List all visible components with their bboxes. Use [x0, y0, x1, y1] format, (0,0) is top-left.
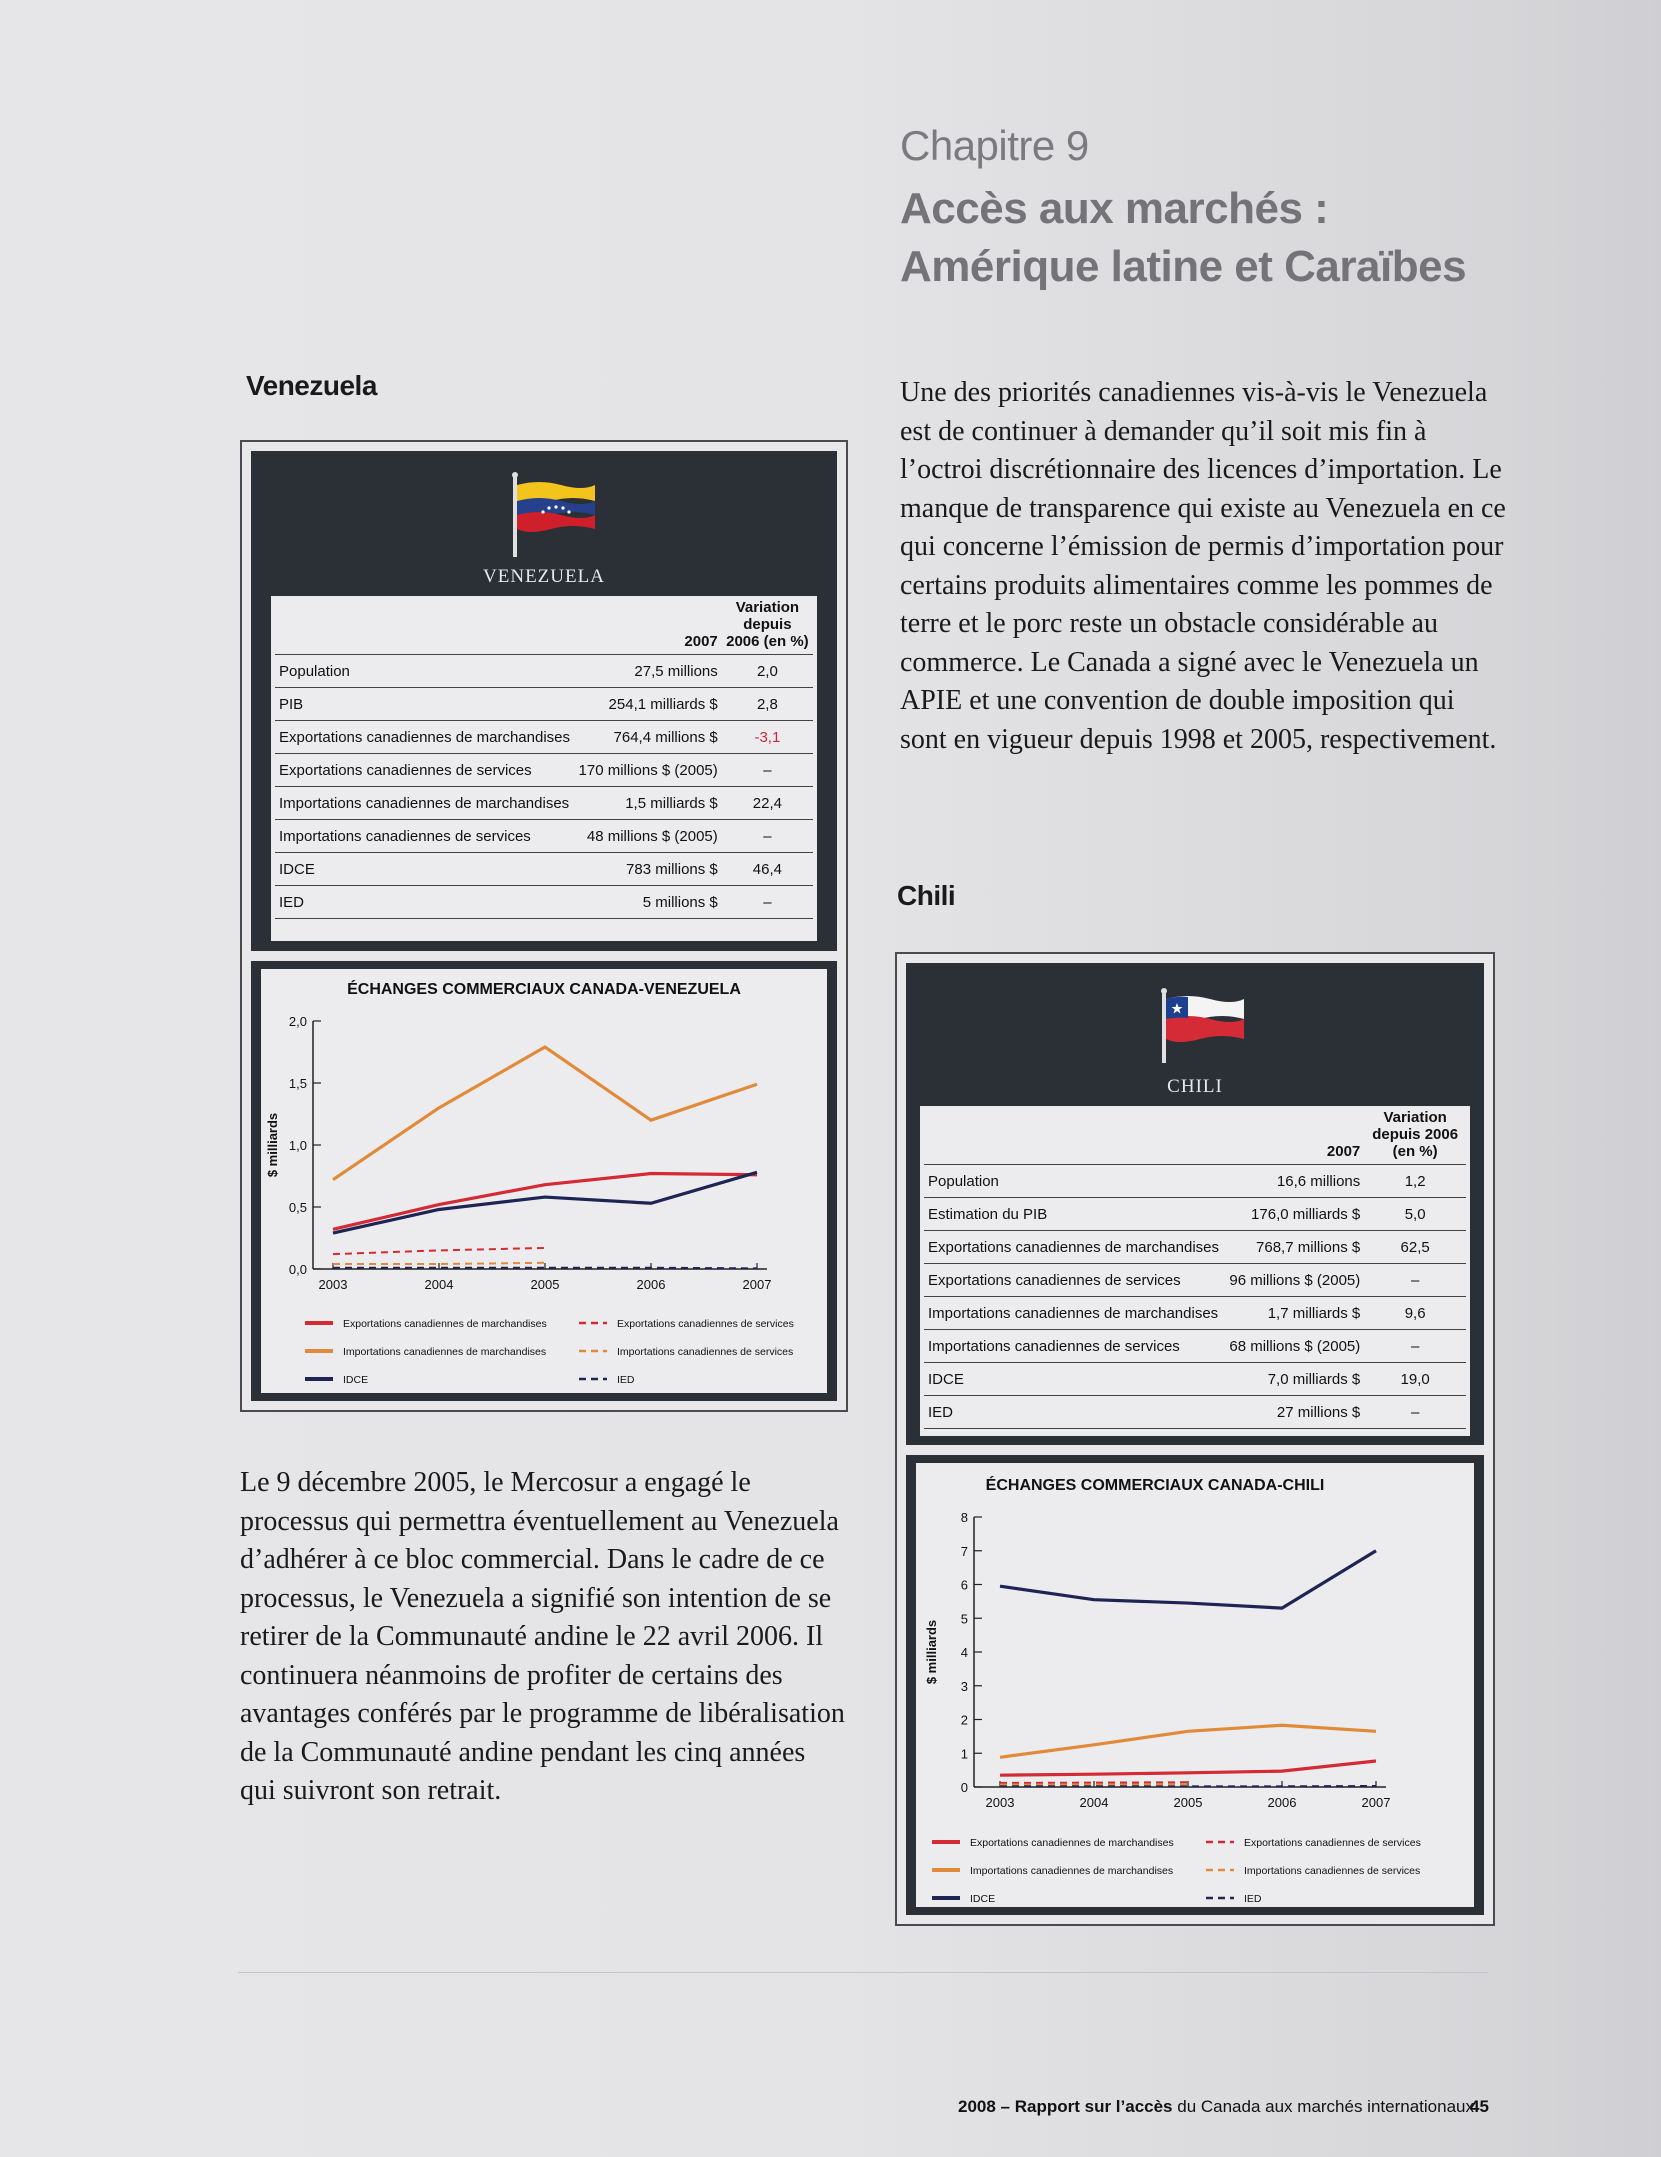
- venezuela-flag-icon: [509, 471, 599, 561]
- y-tick-label: 2: [960, 1712, 968, 1728]
- chili-heading: Chili: [897, 880, 956, 911]
- row-value: 27,5 millions: [575, 655, 722, 688]
- y-tick-label: 3: [960, 1678, 968, 1694]
- row-value: 96 millions $ (2005): [1225, 1264, 1364, 1297]
- legend-label: Importations canadiennes de services: [617, 1346, 794, 1358]
- table-row: [924, 1330, 1466, 1363]
- row-label: IDCE: [275, 853, 575, 886]
- row-label: IED: [275, 886, 575, 919]
- legend-label: Exportations canadiennes de services: [617, 1318, 794, 1330]
- table-row: [275, 688, 813, 721]
- row-value: 48 millions $ (2005): [575, 820, 722, 853]
- row-label: Importations canadiennes de services: [275, 820, 575, 853]
- y-axis-label: $ milliards: [265, 1112, 280, 1178]
- row-value: 16,6 millions: [1225, 1165, 1364, 1198]
- row-label: IED: [924, 1396, 1225, 1429]
- table-row: [275, 721, 813, 754]
- row-change: 19,0: [1364, 1363, 1466, 1396]
- chili-chart-title: ÉCHANGES COMMERCIAUX CANADA-CHILI: [985, 1477, 1325, 1494]
- x-tick-label: 2007: [742, 1277, 772, 1292]
- legend-label: IDCE: [970, 1893, 996, 1905]
- x-tick-label: 2006: [1267, 1795, 1297, 1810]
- row-change: –: [722, 754, 813, 787]
- legend-label: Exportations canadiennes de marchandises: [970, 1837, 1174, 1849]
- chili-chart-panel: [906, 1455, 1484, 1915]
- venezuela-chart-panel: [251, 961, 837, 1401]
- row-change: 5,0: [1364, 1198, 1466, 1231]
- venezuela-heading: Venezuela: [246, 370, 377, 401]
- x-tick-label: 2007: [1361, 1795, 1391, 1810]
- row-value: 27 millions $: [1225, 1396, 1364, 1429]
- row-label: Importations canadiennes de marchandises: [924, 1297, 1225, 1330]
- y-tick-label: 1: [960, 1746, 968, 1762]
- y-tick-label: 2,0: [288, 1014, 307, 1029]
- legend-label: Importations canadiennes de services: [1244, 1865, 1421, 1877]
- table-row: [924, 1165, 1466, 1198]
- table-row: [275, 754, 813, 787]
- series-line-1: [1000, 1725, 1376, 1757]
- row-change: 9,6: [1364, 1297, 1466, 1330]
- venezuela-stats-panel: [251, 451, 837, 951]
- legend-label: Importations canadiennes de marchandises: [970, 1865, 1174, 1877]
- venezuela-stats-table: [275, 599, 813, 919]
- legend-label: Exportations canadiennes de services: [1244, 1837, 1421, 1849]
- row-change: 2,8: [722, 688, 813, 721]
- chili-trade-chart: [916, 1497, 1474, 1907]
- row-label: Estimation du PIB: [924, 1198, 1225, 1231]
- row-value: 783 millions $: [575, 853, 722, 886]
- y-tick-label: 8: [960, 1510, 968, 1525]
- row-label: Importations canadiennes de marchandises: [275, 787, 575, 820]
- row-change: –: [722, 820, 813, 853]
- row-label: Exportations canadiennes de marchandises: [275, 721, 575, 754]
- row-value: 68 millions $ (2005): [1225, 1330, 1364, 1363]
- row-change: 2,0: [722, 655, 813, 688]
- table-row: [924, 1198, 1466, 1231]
- y-tick-label: 1,5: [288, 1076, 307, 1091]
- y-tick-label: 1,0: [288, 1138, 307, 1153]
- table-row: [275, 853, 813, 886]
- footer-year: 2008 –: [958, 2097, 1010, 2116]
- series-line-0: [333, 1174, 757, 1230]
- row-label: PIB: [275, 688, 575, 721]
- table-row: [924, 1264, 1466, 1297]
- chapter-title-line2: Amérique latine et Caraïbes: [900, 242, 1467, 291]
- footnote-rule: [238, 1972, 1488, 1973]
- venezuela-trade-chart: [261, 1001, 827, 1393]
- row-change: –: [1364, 1396, 1466, 1429]
- row-change: 22,4: [722, 787, 813, 820]
- footer-title-rest: du Canada aux marchés internationaux: [1172, 2097, 1474, 2116]
- row-change: 46,4: [722, 853, 813, 886]
- chili-infobox: [895, 952, 1495, 1926]
- table-row: [275, 655, 813, 688]
- row-value: 764,4 millions $: [575, 721, 722, 754]
- row-value: 176,0 milliards $: [1225, 1198, 1364, 1231]
- legend-label: IED: [1244, 1893, 1262, 1905]
- row-label: Population: [275, 655, 575, 688]
- col-variation: Variation depuis 2006 (en %): [1364, 1109, 1466, 1165]
- chapter-label: Chapitre 9: [900, 122, 1089, 169]
- row-value: 768,7 millions $: [1225, 1231, 1364, 1264]
- legend-label: IDCE: [343, 1374, 369, 1386]
- col-variation: Variation depuis 2006 (en %): [722, 599, 813, 655]
- table-row: [924, 1396, 1466, 1429]
- row-change: –: [1364, 1330, 1466, 1363]
- row-change: –: [1364, 1264, 1466, 1297]
- table-row: [924, 1363, 1466, 1396]
- x-tick-label: 2005: [1173, 1795, 1203, 1810]
- legend-label: Exportations canadiennes de marchandises: [343, 1318, 547, 1330]
- chapter-title: [900, 180, 1466, 296]
- series-line-1: [333, 1047, 757, 1180]
- x-tick-label: 2004: [1079, 1795, 1109, 1810]
- footer-title-bold: Rapport sur l’accès: [1014, 2097, 1173, 2116]
- x-tick-label: 2003: [318, 1277, 348, 1292]
- venezuela-text-right: Une des priorités canadiennes vis-à-vis le Venezuela est de continuer à demander qu’il soit mis fin à l’octroi discrétionnaire des licences d’importation. Le manque de transparence qui existe au Venezuela en ce qui concerne l’émission de permis d’importation pour certains produits alimentaires comme les pommes de terre et le porc reste un obstacle considérable au commerce. Le Canada a signé avec le Venezuela un APIE et une convention de double imposition qui sont en vigueur depuis 1998 et 2005, respectivement.: [900, 377, 1506, 755]
- row-value: 7,0 milliards $: [1225, 1363, 1364, 1396]
- chili-flag-caption: CHILI: [1167, 1076, 1223, 1097]
- y-tick-label: 0,5: [288, 1200, 307, 1215]
- row-change: -3,1: [722, 721, 813, 754]
- y-tick-label: 7: [960, 1543, 968, 1559]
- series-line-3: [333, 1248, 545, 1254]
- series-line-2: [333, 1172, 757, 1233]
- table-row: [275, 787, 813, 820]
- row-label: Exportations canadiennes de services: [924, 1264, 1225, 1297]
- y-tick-label: 0,0: [288, 1262, 307, 1277]
- row-label: Exportations canadiennes de marchandises: [924, 1231, 1225, 1264]
- legend-label: IED: [617, 1374, 635, 1386]
- y-axis-label: $ milliards: [924, 1619, 939, 1685]
- col-year: 2007: [575, 599, 722, 655]
- footer-title: [958, 2097, 1474, 2117]
- table-row: [924, 1297, 1466, 1330]
- row-label: Exportations canadiennes de services: [275, 754, 575, 787]
- row-change: –: [722, 886, 813, 919]
- venezuela-flag-caption: VENEZUELA: [483, 566, 605, 587]
- x-tick-label: 2005: [530, 1277, 560, 1292]
- page-number: 45: [1470, 2097, 1489, 2116]
- chili-flag-icon: [1158, 987, 1248, 1067]
- venezuela-text-bottom: Le 9 décembre 2005, le Mercosur a engagé le processus qui permettra éventuellement au Venezuela d’adhérer à ce bloc commercial. Dans le cadre de ce processus, le Venezuela a signifié son intention de se retirer de la Communauté andine le 22 avril 2006. Il continuera néanmoins de profiter de certains des avantages conférés par le programme de libéralisation de la Communauté andine pendant les cinq années qui suivront son retrait.: [240, 1467, 845, 1806]
- x-tick-label: 2006: [636, 1277, 666, 1292]
- y-tick-label: 4: [960, 1645, 968, 1660]
- y-tick-label: 5: [960, 1611, 968, 1627]
- table-row: [275, 886, 813, 919]
- row-value: 5 millions $: [575, 886, 722, 919]
- chili-stats-panel: [906, 963, 1484, 1445]
- venezuela-infobox: [240, 440, 848, 1412]
- y-tick-label: 6: [960, 1577, 968, 1593]
- y-tick-label: 0: [960, 1780, 968, 1795]
- legend-label: Importations canadiennes de marchandises: [343, 1346, 547, 1358]
- row-change: 1,2: [1364, 1165, 1466, 1198]
- series-line-2: [1000, 1551, 1376, 1608]
- row-label: IDCE: [924, 1363, 1225, 1396]
- x-tick-label: 2003: [985, 1795, 1015, 1810]
- col-year: 2007: [1225, 1109, 1364, 1165]
- table-row: [924, 1231, 1466, 1264]
- row-value: 170 millions $ (2005): [575, 754, 722, 787]
- table-row: [275, 820, 813, 853]
- row-change: 62,5: [1364, 1231, 1466, 1264]
- row-value: 254,1 milliards $: [575, 688, 722, 721]
- venezuela-chart-title: ÉCHANGES COMMERCIAUX CANADA-VENEZUELA: [347, 981, 741, 998]
- chapter-title-line1: Accès aux marchés :: [900, 184, 1329, 233]
- x-tick-label: 2004: [424, 1277, 454, 1292]
- row-value: 1,5 milliards $: [575, 787, 722, 820]
- chili-stats-table: [924, 1109, 1466, 1429]
- row-label: Population: [924, 1165, 1225, 1198]
- series-line-0: [1000, 1761, 1376, 1775]
- row-label: Importations canadiennes de services: [924, 1330, 1225, 1363]
- row-value: 1,7 milliards $: [1225, 1297, 1364, 1330]
